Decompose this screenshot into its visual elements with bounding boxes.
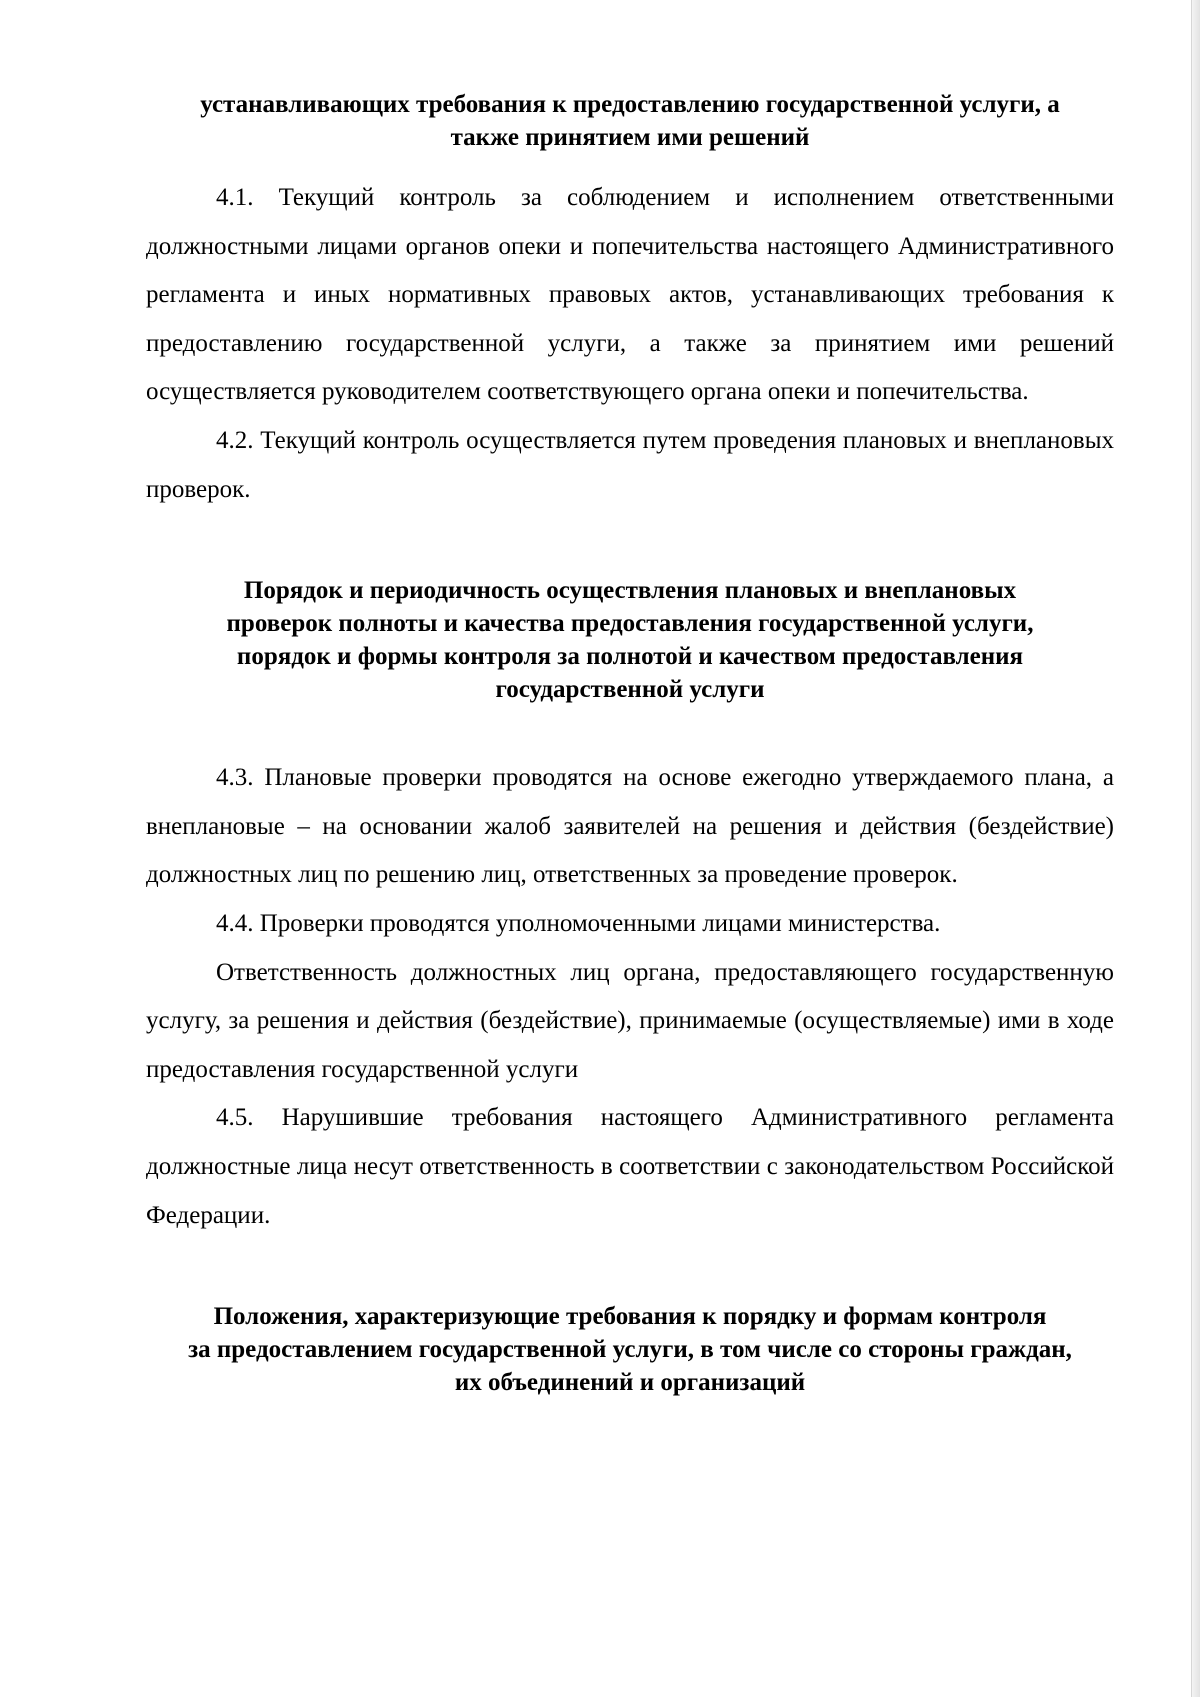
heading-line: Порядок и периодичность осуществления плановых и внеплановых: [243, 577, 1017, 605]
paragraph-4-1: 4.1. Текущий контроль за соблюдением и исполнением ответственными должностными лицами органов опеки и попечительства настоящего Административного регламента и иных нормативных правовых актов, устанавливающих требования к предоставлению государственной услуги, а также за принятием ими решений осуществляется руководителем соответствующего органа опеки и попечительства.: [146, 184, 1114, 406]
heading-line: их объединений и организаций: [454, 1369, 806, 1397]
heading-line: Положения, характеризующие требования к порядку и формам контроля: [213, 1303, 1047, 1331]
heading-line: за предоставлением государственной услуги, в том числе со стороны граждан,: [188, 1336, 1072, 1364]
heading-line: государственной услуги: [495, 676, 765, 704]
heading-line: также принятием ими решений: [450, 124, 810, 151]
heading-line: проверок полноты и качества предоставления государственной услуги,: [226, 610, 1034, 638]
paragraph-4-5: 4.5. Нарушившие требования настоящего Административного регламента должностные лица несут ответственность в соответствии с законодательством Российской Федерации.: [146, 1104, 1114, 1229]
paragraph-4-3: 4.3. Плановые проверки проводятся на основе ежегодно утверждаемого плана, а внеплановые – на основании жалоб заявителей на решения и действия (бездействие) должностных лиц по решению лиц, ответственных за проведение проверок.: [146, 764, 1114, 889]
heading-line: порядок и формы контроля за полнотой и качеством предоставления: [236, 643, 1024, 671]
page-edge: [1191, 0, 1200, 1697]
document-body: [146, 80, 1114, 1399]
heading-line: устанавливающих требования к предоставлению государственной услуги, а: [200, 91, 1060, 118]
section-heading-top: [146, 88, 1114, 154]
paragraph-responsibility: Ответственность должностных лиц органа, предоставляющего государственную услугу, за решения и действия (бездействие), принимаемые (осуществляемые) ими в ходе предоставления государственной услуги: [146, 958, 1114, 1083]
section-heading-control-requirements: [146, 1300, 1114, 1399]
section-heading-inspections: [146, 574, 1114, 706]
paragraph-4-4: 4.4. Проверки проводятся уполномоченными лицами министерства.: [216, 909, 941, 937]
paragraph-4-2: 4.2. Текущий контроль осуществляется путем проведения плановых и внеплановых проверок.: [146, 426, 1114, 503]
